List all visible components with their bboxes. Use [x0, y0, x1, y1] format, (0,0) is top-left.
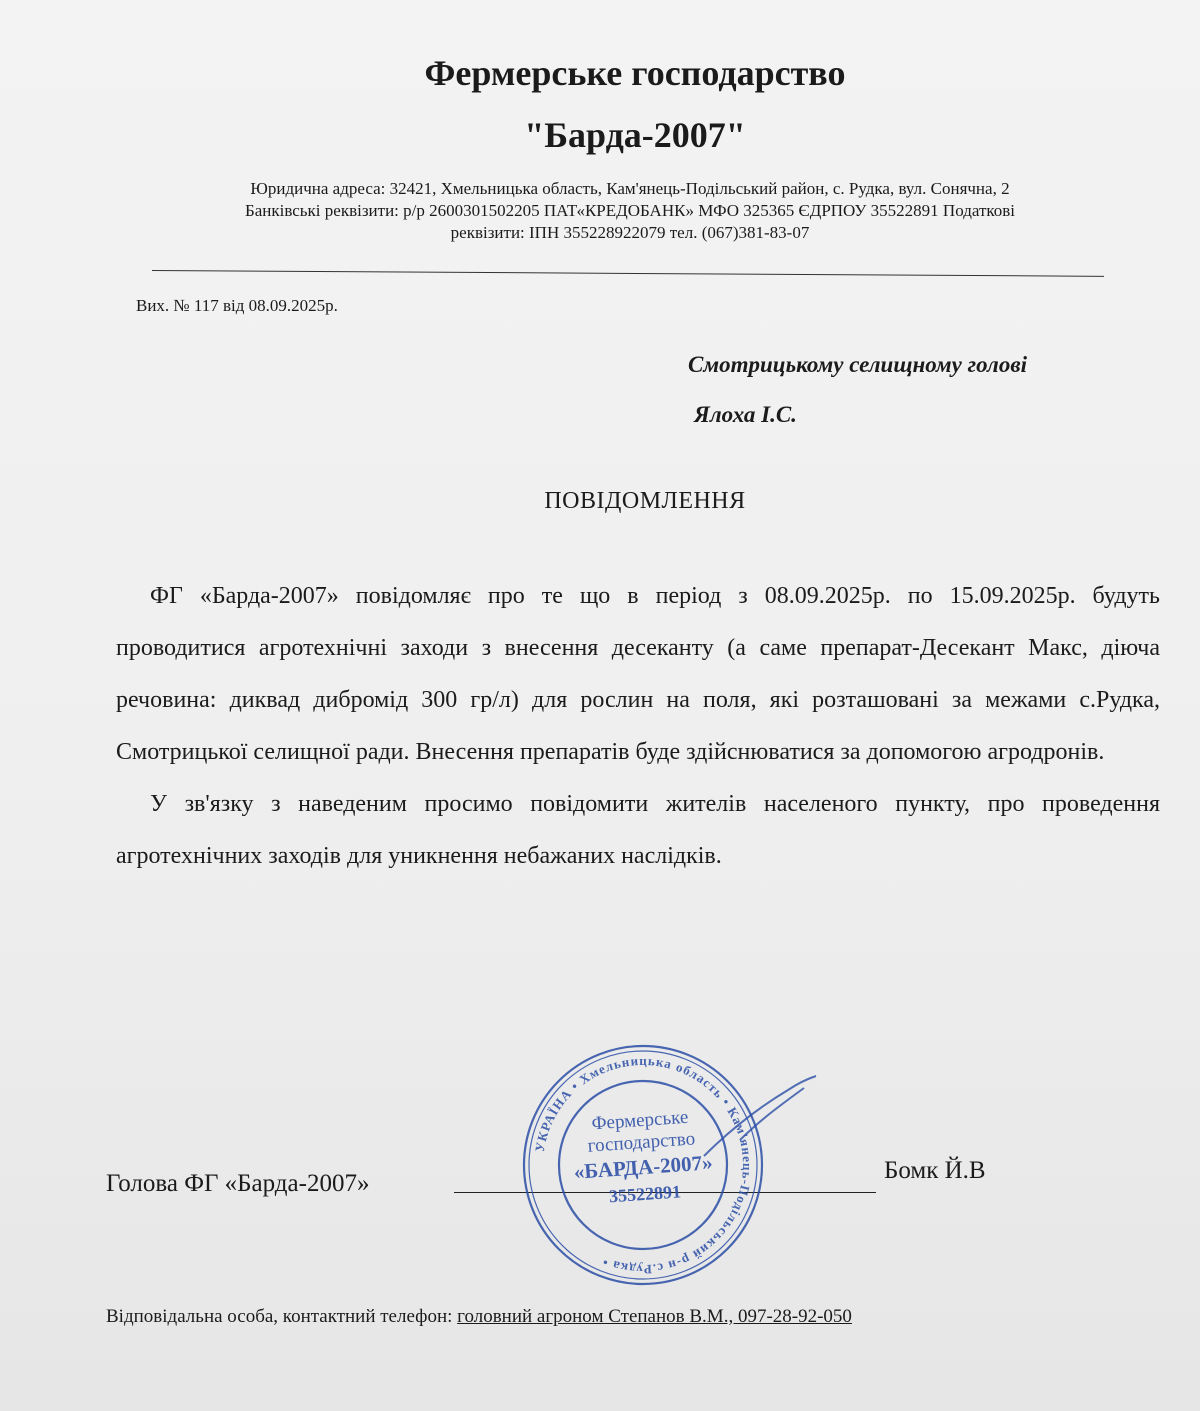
- document-body: [116, 570, 1160, 882]
- stamp-code: 35522891: [608, 1181, 682, 1207]
- stamp-line3: «БАРДА-2007»: [572, 1150, 714, 1184]
- requisites-line: реквізити: ІПН 355228922079 тел. (067)381-83-07: [450, 223, 810, 242]
- addressee-name: Ялоха І.С.: [694, 402, 797, 427]
- contact-label: Відповідальна особа, контактний телефон:: [106, 1306, 453, 1327]
- signatory-position: Голова ФГ «Барда-2007»: [106, 1170, 370, 1197]
- handwritten-signature: [700, 1070, 820, 1160]
- body-paragraph: У зв'язку з наведеним просимо повідомити жителів населеного пункту, про проведення агротехнічних заходів для уникнення небажаних наслідків.: [116, 791, 1160, 869]
- header-divider: [152, 270, 1104, 277]
- outgoing-number: Вих. № 117 від 08.09.2025р.: [136, 296, 338, 315]
- requisites-line: Юридична адреса: 32421, Хмельницька область, Кам'янець-Подільський район, с. Рудка, вул. Сонячна, 2: [250, 179, 1010, 198]
- org-title: "Барда-2007": [524, 115, 746, 155]
- stamp-line2: господарство: [587, 1128, 696, 1157]
- requisites-line: Банківські реквізити: р/р 2600301502205 ПАТ«КРЕДОБАНК» МФО 325365 ЄДРПОУ 35522891 Податкові: [244, 201, 1016, 220]
- body-paragraph: ФГ «Барда-2007» повідомляє про те що в період з 08.09.2025р. по 15.09.2025р. будуть проводитися агротехнічні заходи з внесення десеканту (а саме препарат-Десекант Макс, діюча речовина: диквад дибромід 300 гр/л) для рослин на поля, які розташовані за межами с.Рудка, Смотрицької селищної ради. Внесення препаратів буде здійснюватися за допомогою агродронів.: [116, 583, 1160, 765]
- org-requisites: [150, 178, 1110, 244]
- stamp-center-text: [570, 1105, 715, 1208]
- addressee: [688, 340, 1027, 440]
- signatory-name: Бомк Й.В: [884, 1157, 986, 1184]
- org-name: Фермерське господарство: [424, 53, 846, 93]
- addressee-title: Смотрицькому селищному голові: [688, 352, 1027, 377]
- contact-info: [106, 1306, 852, 1328]
- stamp-outer-text-path: УКРАЇНА • Хмельницька область • Кам'янець-Подільський р-н с.Рудка •: [531, 1052, 756, 1278]
- contact-value: головний агроном Степанов В.М., 097-28-92-050: [457, 1306, 852, 1327]
- stamp-line1: Фермерське: [590, 1106, 689, 1135]
- document-title: ПОВІДОМЛЕННЯ: [544, 488, 746, 514]
